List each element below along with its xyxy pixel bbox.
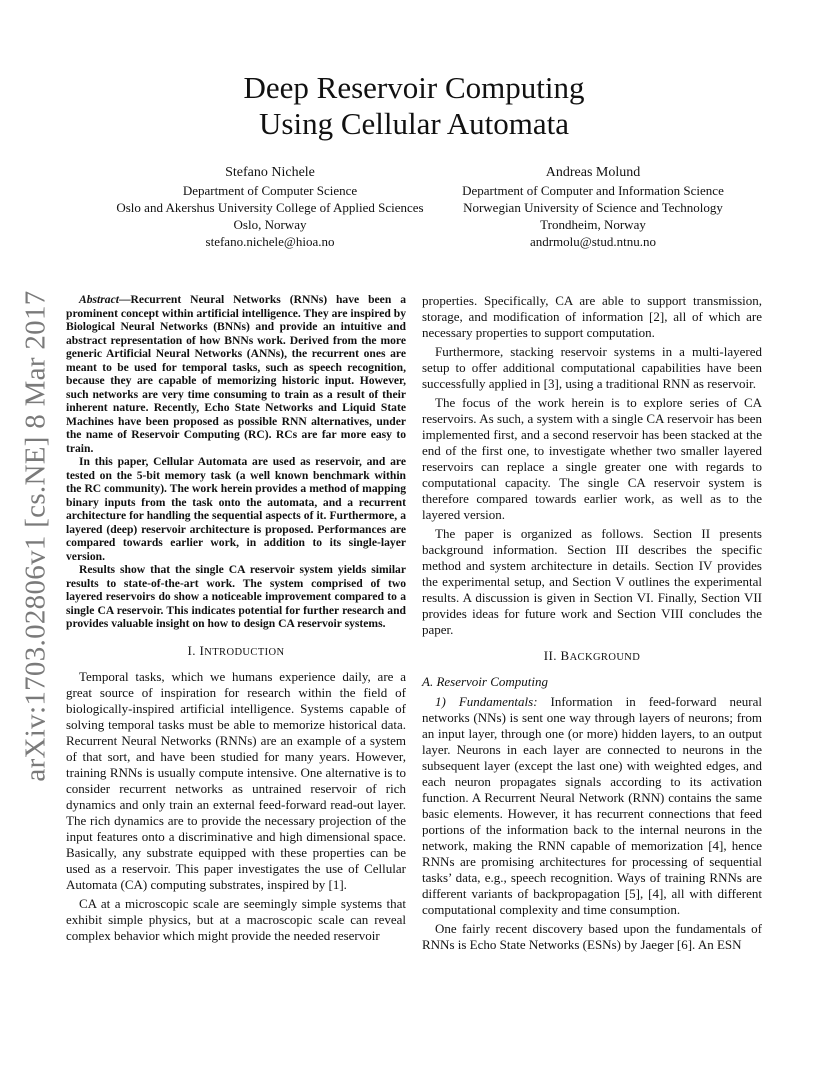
author-block-2 <box>428 164 758 250</box>
abstract-paragraph-1: Abstract—Recurrent Neural Networks (RNNs) have been a prominent concept within artificial intelligence. They are inspired by Biological Neural Networks (BNNs) and provide an intuitive and abstract representation of how BNNs work. Derived from the more generic Artificial Neural Networks (ANNs), the recurrent ones are meant to be used for temporal tasks, such as speech recognition, because they are capable of memorizing historic input. However, such networks are very time consuming to train as a result of their inherent nature. Recently, Echo State Networks and Liquid State Machines have been proposed as possible RNN alternatives, under the name of Reservoir Computing (RC). RCs are far more easy to train. <box>66 293 406 455</box>
author-email: andrmolu@stud.ntnu.no <box>529 234 657 249</box>
background-paragraph-2: One fairly recent discovery based upon the fundamentals of RNNs is Echo State Networks (ESNs) by Jaeger [6]. An ESN <box>422 921 762 952</box>
abstract-lead: Abstract <box>79 293 119 306</box>
abstract-paragraph-2: In this paper, Cellular Automata are used as reservoir, and are tested on the 5-bit memory task (a well known benchmark within the RC community). The work herein provides a method of mapping binary inputs from the task onto the automata, and a recurrent architecture for handling the sequential aspects of it. Furthermore, a layered (deep) reservoir architecture is proposed. Performances are compared towards earlier work, in addition to its single-layer version. <box>66 455 406 563</box>
section-heading-introduction: I. INTRODUCTION <box>187 642 285 658</box>
title-line-1: Deep Reservoir Computing <box>243 70 585 105</box>
intro-paragraph-1: Temporal tasks, which we humans experience daily, are a great source of inspiration for research within the field of biologically-inspired artificial intelligence. Systems capable of solving temporal tasks must be able to memorize historical data. Recurrent Neural Networks (RNNs) are an example of a system of that sort, and have been studied for many years. However, training RNNs is usually compute intensive. One alternative is to consider recurrent networks as untrained reservoir of rich dynamics and only train an external feed-forward read-out layer. The rich dynamics are to provide the necessary projection of the input features onto a discriminative and high dimensional space. Basically, any substrate equipped with these properties can be used as a reservoir. This paper investigates the use of Cellular Automata (CA) computing substrates, inspired by [1]. <box>66 668 406 892</box>
author-block-1 <box>60 164 480 250</box>
subsubsection-heading: 1) Fundamentals: <box>435 694 538 709</box>
author-institution: Norwegian University of Science and Technology <box>463 200 723 215</box>
subsection-heading: A. Reservoir Computing <box>422 674 549 689</box>
intro-paragraph-3: Furthermore, stacking reservoir systems in a multi-layered setup to offer additional computational capabilities have been successfully applied in [3], using a traditional RNN as reservoir. <box>422 344 762 391</box>
left-column <box>66 293 406 947</box>
author-email: stefano.nichele@hioa.no <box>205 234 335 249</box>
intro-paragraph-2-continued: properties. Specifically, CA are able to support transmission, storage, and modification of information [2], all of which are necessary properties to support computation. <box>422 293 762 340</box>
author-dept: Department of Computer and Information Science <box>462 183 724 198</box>
abstract <box>66 293 406 631</box>
arxiv-identifier: arXiv:1703.02806v1 [cs.NE] 8 Mar 2017 <box>19 290 52 782</box>
author-institution: Oslo and Akershus University College of Applied Sciences <box>116 200 424 215</box>
intro-paragraph-4: The focus of the work herein is to explore series of CA reservoirs. As such, a system with a single CA reservoir has been implemented first, and a second reservoir has been stacked at the end of the first one, to investigate whether two smaller layered reservoirs can replace a single greater one with regards to computational capacity. The single CA reservoir system is therefore compared towards earlier work, as well as to the layered version. <box>422 395 762 522</box>
section-heading-background: II. BACKGROUND <box>543 648 641 663</box>
author-name: Stefano Nichele <box>225 165 315 180</box>
background-paragraph-1: 1) Fundamentals: Information in feed-forward neural networks (NNs) is sent one way through layers of neurons; from an input layer, through one (or more) hidden layers, to an output layer. Neurons in each layer are connected to neurons in the subsequent layer (except the last one) with weighted edges, and each neuron propagates signals according to its activation function. A Recurrent Neural Network (RNN) contains the same basic elements. However, it has recurrent connections that feed portions of the information back to the internal neurons in the network, making the RNN capable of memorization [4], hence RNNs are promising architectures for processing of sequential tasks’ data, e.g., speech recognition. Ways of training RNNs are different variants of backpropagation [5], [4], all with different computational complexity and time consumption. <box>422 694 762 917</box>
author-dept: Department of Computer Science <box>182 183 358 198</box>
intro-paragraph-2: CA at a microscopic scale are seemingly simple systems that exhibit simple physics, but at a macroscopic scale can reveal complex behavior which might provide the needed reservoir <box>66 895 406 943</box>
intro-paragraph-5: The paper is organized as follows. Section II presents background information. Section III describes the specific method and system architecture in details. Section IV provides the experimental setup, and Section V outlines the experimental results. A discussion is given in Section VI. Finally, Section VII provides ideas for future work and Section VIII concludes the paper. <box>422 526 762 637</box>
author-name: Andreas Molund <box>545 165 641 180</box>
author-location: Trondheim, Norway <box>540 217 646 232</box>
right-column <box>422 293 762 956</box>
paper-title <box>0 70 828 142</box>
title-line-2: Using Cellular Automata <box>259 106 569 141</box>
abstract-paragraph-3: Results show that the single CA reservoir system yields similar results to state-of-the-art work. The system comprised of two layered reservoirs do show a noticeable improvement compared to a single CA reservoir. This indicates potential for further research and provides valuable insight on how to design CA reservoir systems. <box>66 563 406 630</box>
author-location: Oslo, Norway <box>233 217 307 232</box>
